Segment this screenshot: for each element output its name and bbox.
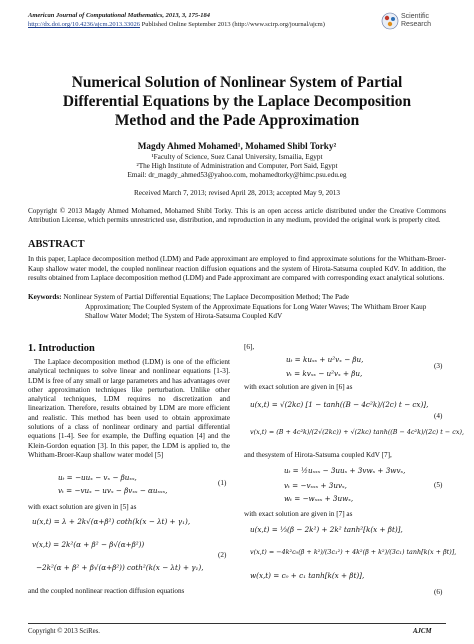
equation-6a: u(x,t) = ⅓(β − 2k²) + 2k² tanh²[k(x + βt)], xyxy=(250,525,403,534)
introduction-heading: 1. Introduction xyxy=(28,343,95,354)
equation-2b: v(x,t) = 2k²(α + β² − β√(α+β²)) xyxy=(32,540,145,549)
copyright-notice: Copyright © 2013 Magdy Ahmed Mohamed, Mohamed Shibl Torky. This is an open access article distributed under the Creative Commons Attribution License, which permits unrestricted use, distribution, and reproduction in any medium, provided the original work is properly cited. xyxy=(28,207,446,225)
publisher-logo xyxy=(381,10,461,34)
equation-number-1: (1) xyxy=(218,479,227,487)
equation-4a: u(x,t) = √(2kc) [1 − tanh((B − 4c²k)/(2c) t − cx)], xyxy=(250,400,429,409)
journal-header xyxy=(28,11,325,29)
abstract-body: In this paper, Laplace decomposition method (LDM) and Pade approximant are employed to find approximate solutions for the Whitham-Broer-Kaup shallow water model, the coupled nonlinear reaction diffusion equations and the system of Hirota-Satsuma coupled KdV. In addition, the results obtained from Laplace decomposition method (LDM) and Pade approximant are compared with corresponding exact analytical solutions. xyxy=(28,255,446,283)
exact-solution-text-6: with exact solution are given in [6] as xyxy=(244,383,353,391)
introduction-paragraph xyxy=(28,358,230,460)
paper-title xyxy=(40,73,434,130)
doi-link[interactable]: http://dx.doi.org/10.4236/ajcm.2013.33026 xyxy=(28,21,141,28)
footer-rule xyxy=(28,623,446,624)
equation-1b: vₜ = −vuₓ − uvₓ − βvₓₓ − αuₓₓₓ, xyxy=(58,486,168,495)
equation-5c: wₜ = −wₓₓₓ + 3uwₓ, xyxy=(284,494,354,503)
equation-3a: uₜ = kuₓₓ + u²vₓ − βu, xyxy=(286,355,364,364)
logo-line-1: Scientific xyxy=(401,13,430,20)
equation-5a: uₜ = ½uₓₓₓ − 3uuₓ + 3vwₓ + 3wvₓ, xyxy=(284,466,406,475)
footer-copyright: Copyright © 2013 SciRes. xyxy=(28,628,101,635)
logo-text xyxy=(401,13,431,29)
equation-6c: w(x,t) = c₀ + c₁ tanh[k(x + βt)], xyxy=(250,571,365,580)
title-line-2: Differential Equations by the Laplace Decomposition xyxy=(62,93,412,110)
equation-3b: vₜ = kvₓₓ − u²vₓ + βu, xyxy=(286,369,363,378)
scientific-research-logo-icon xyxy=(381,12,399,30)
logo-line-2: Research xyxy=(401,21,431,28)
equation-2c: −2k²(α + β² + β√(α+β²)) coth²(k(x − λt) + γ₁), xyxy=(36,563,204,572)
equation-number-6: (6) xyxy=(434,588,443,596)
affiliation-1: ¹Faculty of Science, Suez Canal University, Ismailia, Egypt xyxy=(151,153,323,161)
equation-number-4: (4) xyxy=(434,412,443,420)
equation-6b: v(x,t) = −4k²c₀(β + k²)/(3c₁²) + 4k²(β + k²)/(3c₁) tanh[k(x + βt)], xyxy=(250,548,457,556)
equation-5b: vₜ = −vₓₓₓ + 3uvₓ, xyxy=(284,481,347,490)
equation-1a: uₜ = −uuₓ − vₓ − βuₓₓ, xyxy=(58,473,137,482)
journal-citation: American Journal of Computational Mathematics, 2013, 3, 175-184 xyxy=(28,12,211,19)
keywords-first-line: Nonlinear System of Partial Differential Equations; The Laplace Decomposition Method; The Pade xyxy=(63,293,349,301)
keywords-continued: Approximation; The Coupled System of the Approximate Equations for Long Water Waves; The Whitham Broer Kaup Shallow Water Model; The System of Hirota-Satsuma Coupled KdV xyxy=(85,302,427,321)
equation-number-2: (2) xyxy=(218,551,227,559)
intro-paragraph-1: The Laplace decomposition method (LDM) is one of the efficient analytical techniques to solve linear and nonlinear equations [1-3]. LDM is free of any small or large parameters and has advantages over other approximation techniques like perturbation. Unlike other analytical techniques, LDM requires no discretization and linearization. Therefore, results obtained by LDM are more efficient and realistic. This method has been used to obtain approximate solutions of a class of nonlinear ordinary and partial differential equations [1-4]. See for example, the Duffing equation [4] and the Klein-Gordon equation [3]. In this paper, the LDM is applied to, the Whitham-Broer-Kaup shallow water model [5] xyxy=(28,358,230,459)
exact-solution-text-5: with exact solution are given in [5] as xyxy=(28,503,137,511)
published-online: Published Online September 2013 (http://www.scirp.org/journal/ajcm) xyxy=(141,21,325,28)
author-emails: Email: dr_magdy_ahmed53@yahoo.com, mohamedtorky@himc.psu.edu.eg xyxy=(127,171,347,180)
authors: Magdy Ahmed Mohamed¹, Mohamed Shibl Torky² xyxy=(137,141,337,151)
doi-line xyxy=(28,20,325,29)
received-dates: Received March 7, 2013; revised April 28, 2013; accepted May 9, 2013 xyxy=(134,189,340,197)
title-line-1: Numerical Solution of Nonlinear System of Partial xyxy=(71,74,403,91)
affiliation-2: ²The High Institute of Administration and Computer, Port Said, Egypt xyxy=(136,162,338,171)
affiliations xyxy=(40,153,434,181)
footer-journal-abbrev: AJCM xyxy=(413,628,432,635)
abstract-heading: ABSTRACT xyxy=(28,239,85,250)
title-line-3: Method and the Pade Approximation xyxy=(114,112,360,129)
hirota-satsuma-text: and thesystem of Hirota-Satsuma coupled KdV [7], xyxy=(244,451,392,459)
equation-2a: u(x,t) = λ + 2k√(α+β²) coth(k(x − λt) + γ₁), xyxy=(32,517,191,526)
equation-4b: v(x,t) = (B + 4c²k)/(2√(2kc)) + √(2kc) tanh((B − 4c²k)/(2c) t − cx), xyxy=(250,428,464,436)
equation-number-3: (3) xyxy=(434,362,443,370)
coupled-diffusion-text: and the coupled nonlinear reaction diffusion equations xyxy=(28,587,185,595)
keywords-label: Keywords: xyxy=(28,293,62,301)
equation-number-5: (5) xyxy=(434,481,443,489)
keywords xyxy=(28,293,446,322)
reference-6: [6], xyxy=(244,343,255,351)
exact-solution-text-7: with exact solution are given in [7] as xyxy=(244,510,353,518)
